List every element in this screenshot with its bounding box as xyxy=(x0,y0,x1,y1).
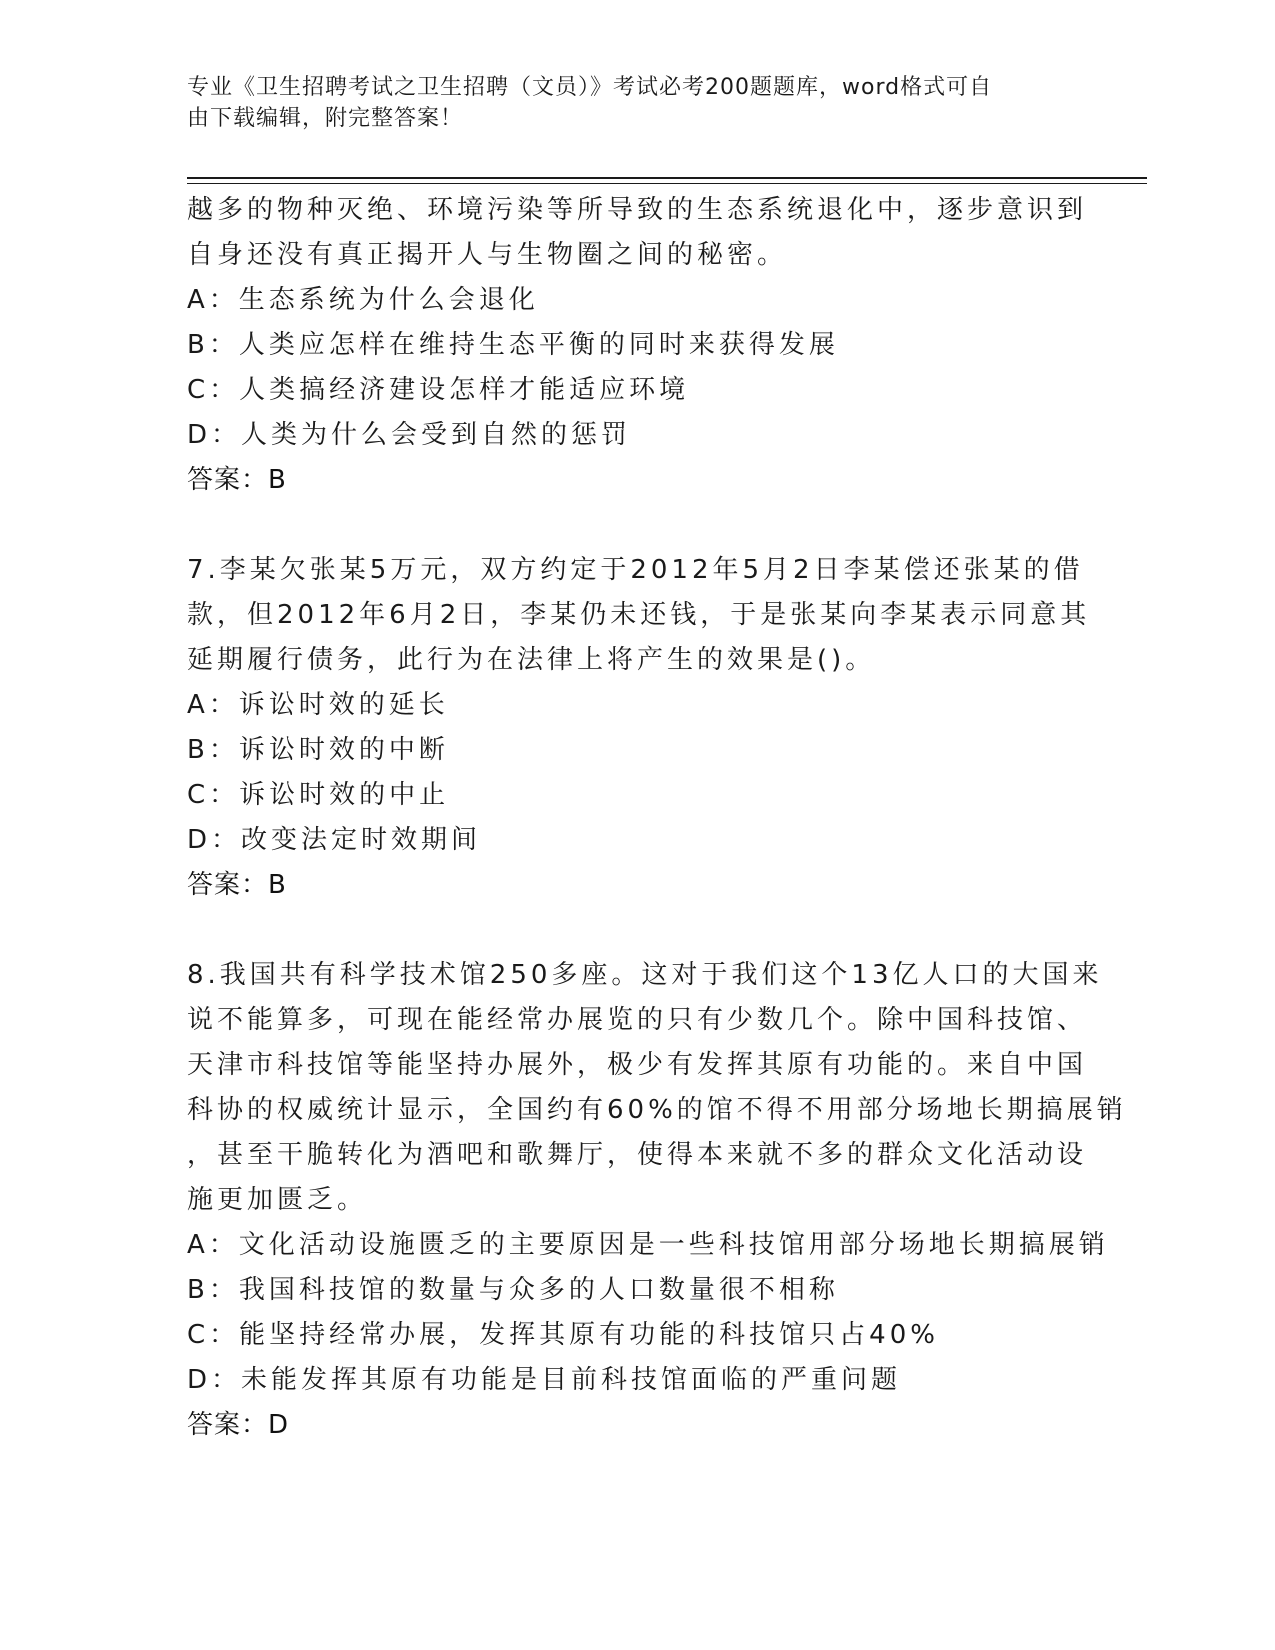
question-stem-line: 8.我国共有科学技术馆250多座。这对于我们这个13亿人口的大国来 xyxy=(187,960,1103,990)
header-line: 专业《卫生招聘考试之卫生招聘（文员）》考试必考200题题库，word格式可自 xyxy=(187,75,993,100)
question-stem-line: 越多的物种灭绝、环境污染等所导致的生态系统退化中，逐步意识到 xyxy=(187,195,1088,225)
answer-label: 答案：D xyxy=(187,1410,290,1440)
header-divider-thin xyxy=(187,183,1147,184)
option-b: B：诉讼时效的中断 xyxy=(187,735,449,765)
question-8 xyxy=(187,953,1127,1448)
spacer xyxy=(187,908,1087,953)
question-stem-line: 科协的权威统计显示，全国约有60%的馆不得不用部分场地长期搞展销 xyxy=(187,1095,1127,1125)
option-d: D：未能发挥其原有功能是目前科技馆面临的严重问题 xyxy=(187,1365,902,1395)
question-stem-line: 自身还没有真正揭开人与生物圈之间的秘密。 xyxy=(187,240,788,270)
option-b: B：我国科技馆的数量与众多的人口数量很不相称 xyxy=(187,1275,839,1305)
question-stem-line: 款，但2012年6月2日，李某仍未还钱，于是张某向李某表示同意其 xyxy=(187,600,1091,630)
option-c: C：能坚持经常办展，发挥其原有功能的科技馆只占40% xyxy=(187,1320,939,1350)
question-7 xyxy=(187,548,1091,908)
question-stem-line: ，甚至干脆转化为酒吧和歌舞厅，使得本来就不多的群众文化活动设 xyxy=(187,1140,1088,1170)
answer-label: 答案：B xyxy=(187,870,287,900)
question-stem-line: 7.李某欠张某5万元，双方约定于2012年5月2日李某偿还张某的借 xyxy=(187,555,1084,585)
option-a: A：文化活动设施匮乏的主要原因是一些科技馆用部分场地长期搞展销 xyxy=(187,1230,1109,1260)
header-divider-thick xyxy=(187,177,1147,179)
question-content xyxy=(187,188,1127,1448)
option-c: C：人类搞经济建设怎样才能适应环境 xyxy=(187,375,690,405)
document-header xyxy=(187,72,1087,134)
spacer xyxy=(187,503,1087,548)
option-b: B：人类应怎样在维持生态平衡的同时来获得发展 xyxy=(187,330,839,360)
option-d: D：改变法定时效期间 xyxy=(187,825,482,855)
question-6 xyxy=(187,188,1087,503)
question-stem-line: 天津市科技馆等能坚持办展外，极少有发挥其原有功能的。来自中国 xyxy=(187,1050,1088,1080)
option-c: C：诉讼时效的中止 xyxy=(187,780,450,810)
option-a: A：生态系统为什么会退化 xyxy=(187,285,539,315)
header-line: 由下载编辑，附完整答案！ xyxy=(187,106,464,131)
option-d: D：人类为什么会受到自然的惩罚 xyxy=(187,420,632,450)
question-stem-line: 延期履行债务，此行为在法律上将产生的效果是()。 xyxy=(187,645,876,675)
question-stem-line: 施更加匮乏。 xyxy=(187,1185,368,1215)
option-a: A：诉讼时效的延长 xyxy=(187,690,449,720)
question-stem-line: 说不能算多，可现在能经常办展览的只有少数几个。除中国科技馆、 xyxy=(187,1005,1088,1035)
answer-label: 答案：B xyxy=(187,465,287,495)
